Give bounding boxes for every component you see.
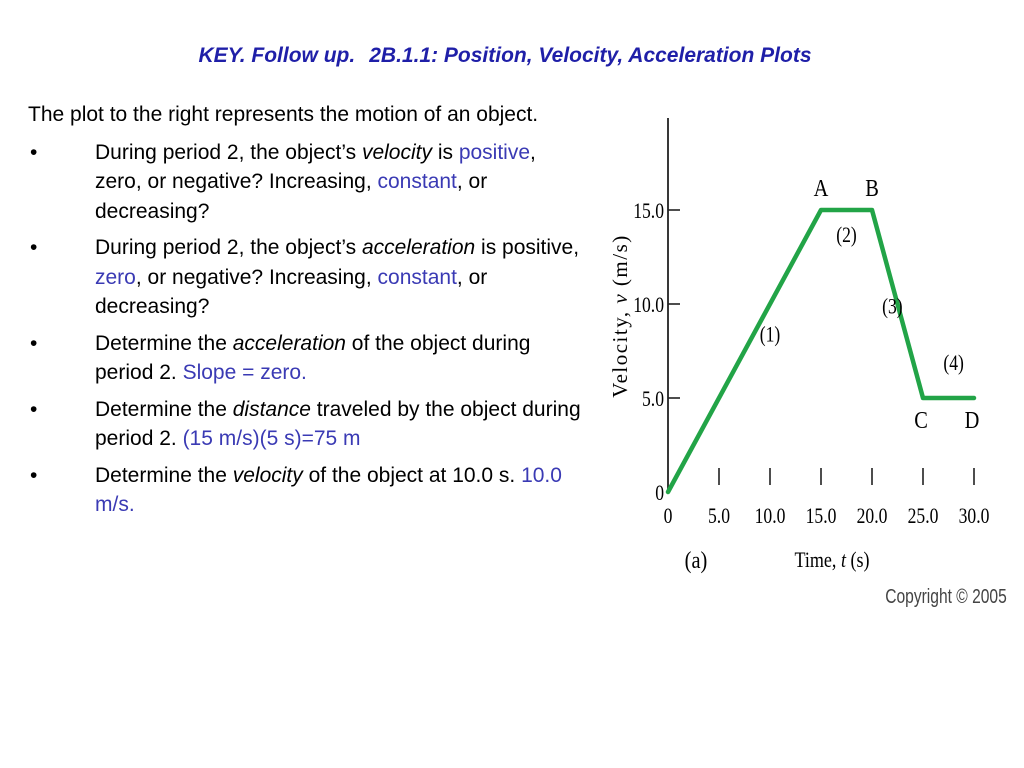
question-distance xyxy=(28,395,588,454)
x-tick-label: 10.0 xyxy=(754,504,786,529)
x-tick-label: 15.0 xyxy=(805,504,837,529)
slide-title xyxy=(0,44,1010,68)
velocity-time-chart xyxy=(600,110,1024,610)
period-label: (3) xyxy=(882,294,903,319)
question-emphasis: acceleration xyxy=(232,331,346,355)
question-acceleration-value xyxy=(28,329,588,388)
x-tick-label: 20.0 xyxy=(856,504,888,529)
answer-text: constant xyxy=(377,170,457,193)
x-tick-label: 0 xyxy=(663,504,673,529)
point-label-b: B xyxy=(865,174,879,202)
question-emphasis: acceleration xyxy=(361,236,476,259)
question-text-part: Determine the xyxy=(95,397,233,421)
period-label: (1) xyxy=(759,322,781,348)
question-emphasis: velocity xyxy=(361,140,432,164)
copyright-text: Copyright © 2005 xyxy=(885,585,1007,608)
title-key: KEY. Follow up. xyxy=(198,44,356,67)
y-tick-label: 0 xyxy=(655,481,664,506)
question-text-part: of the object during period 2. xyxy=(95,331,531,384)
answer-text: zero xyxy=(95,265,136,289)
question-text-part: During period 2, the object’s xyxy=(95,236,362,259)
bullet-icon: • xyxy=(30,397,38,421)
question-text-part: , or negative? Increasing, xyxy=(135,265,378,289)
period-label: (4) xyxy=(943,351,964,376)
question-emphasis: velocity xyxy=(232,463,303,487)
question-text-part: Determine the xyxy=(95,463,233,487)
answer-text: constant xyxy=(377,265,457,289)
bullet-icon: • xyxy=(30,140,38,164)
answer-text: Slope = zero. xyxy=(182,361,307,384)
x-tick-label: 25.0 xyxy=(907,504,939,529)
question-text-part: , zero, or negative? Increasing, xyxy=(95,140,536,193)
title-topic: 2B.1.1: Position, Velocity, Acceleration Plots xyxy=(369,44,812,67)
question-velocity-value xyxy=(28,461,588,520)
question-text-part: During period 2, the object’s xyxy=(95,140,362,164)
question-text-part: , or decreasing? xyxy=(95,265,488,318)
question-text-part: traveled by the object during period 2. xyxy=(95,397,581,450)
bullet-icon: • xyxy=(30,463,38,487)
question-text-part: is positive, xyxy=(475,236,580,259)
point-label-a: A xyxy=(813,174,829,202)
question-velocity-sign xyxy=(28,138,588,227)
question-text-part: , or decreasing? xyxy=(95,170,488,223)
y-tick-label: 15.0 xyxy=(633,199,664,224)
y-tick-label: 5.0 xyxy=(642,387,664,412)
period-label: (2) xyxy=(836,223,857,248)
x-tick-label: 30.0 xyxy=(958,504,990,529)
answer-text: 10.0 m/s. xyxy=(95,463,562,516)
question-text-part: of the object at 10.0 s. xyxy=(302,463,522,487)
chart-ticks xyxy=(633,199,989,528)
question-acceleration-sign xyxy=(28,233,588,322)
question-text-part: Determine the xyxy=(95,331,233,355)
answer-text: positive xyxy=(458,140,531,164)
bullet-icon: • xyxy=(30,331,38,355)
panel-label: (a) xyxy=(684,546,708,574)
bullet-icon: • xyxy=(30,236,38,259)
y-axis-label: Velocity, v (m/s) xyxy=(608,234,632,398)
y-tick-label: 10.0 xyxy=(633,293,664,318)
x-axis-label: Time, t (s) xyxy=(794,548,870,573)
intro-text: The plot to the right represents the motion of an object. xyxy=(28,103,539,126)
chart-labels xyxy=(760,174,980,433)
question-list xyxy=(28,138,588,520)
answer-text: (15 m/s)(5 s)=75 m xyxy=(182,427,361,450)
velocity-line xyxy=(668,210,974,492)
question-text-part: is xyxy=(431,140,459,164)
question-emphasis: distance xyxy=(232,397,311,421)
question-text xyxy=(28,100,588,527)
point-label-c: C xyxy=(914,406,928,434)
point-label-d: D xyxy=(964,406,980,434)
chart-series xyxy=(668,210,974,492)
x-tick-label: 5.0 xyxy=(708,504,730,529)
